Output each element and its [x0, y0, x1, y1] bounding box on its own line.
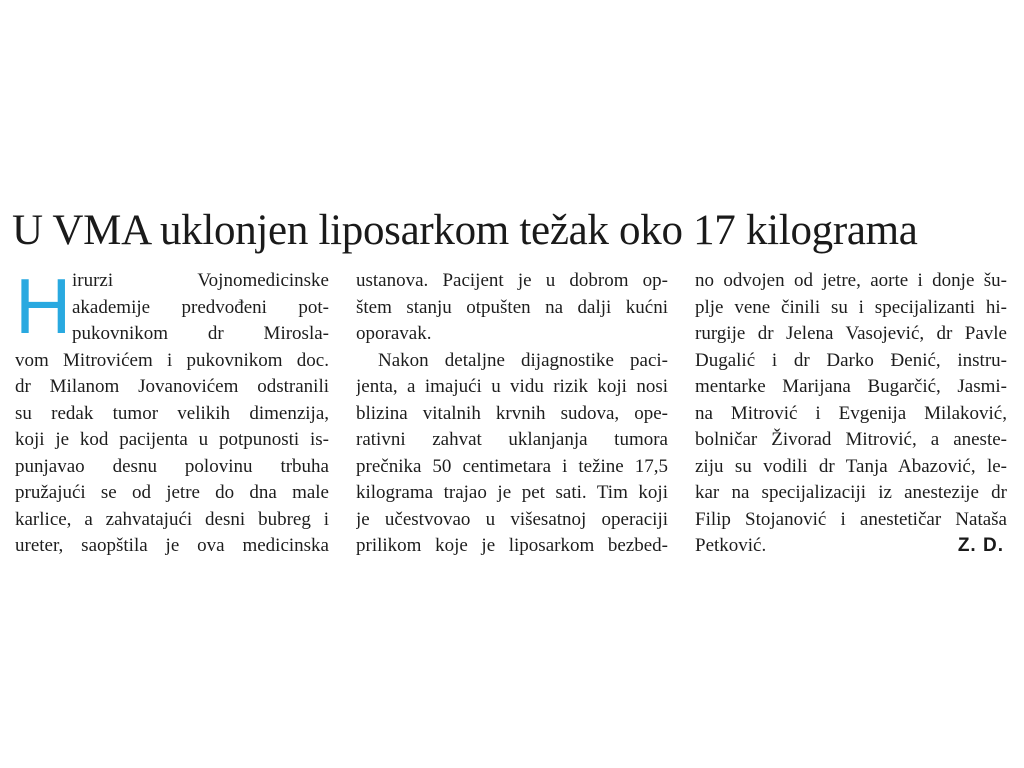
column-line: koji je kod pacijenta u potpunosti is-: [15, 429, 329, 450]
column-line: pukovnikom dr Mirosla-: [72, 323, 329, 344]
drop-cap: H: [15, 262, 72, 350]
column-line: Filip Stojanović i anestetičar Nataša: [695, 508, 1007, 530]
column-line: rurgije dr Jelena Vasojević, dr Pavle: [695, 323, 1007, 344]
article-column-1: [15, 262, 329, 560]
column-line: štem stanju otpušten na dalji kućni: [356, 296, 668, 318]
article-column-2: [356, 268, 668, 560]
column-line: blizina vitalnih krvnih sudova, ope-: [356, 402, 668, 424]
column-line: kar na specijalizaciji iz anestezije dr: [695, 482, 1007, 503]
column-line: ziju su vodili dr Tanja Abazović, le-: [695, 455, 1007, 477]
column-line: su redak tumor velikih dimenzija,: [15, 402, 329, 424]
column-line: prilikom koje je liposarkom bezbed-: [356, 535, 668, 556]
column-line: rativni zahvat uklanjanja tumora: [356, 429, 668, 450]
column-line: karlice, a zahvatajući desni bubreg i: [15, 508, 329, 530]
column-line: bolničar Živorad Mitrović, a aneste-: [695, 429, 1007, 450]
author-signature: Z. D.: [957, 535, 1004, 556]
column-line: plje vene činili su i specijalizanti hi-: [695, 296, 1007, 318]
column-line: prečnika 50 centimetara i težine 17,5: [356, 455, 668, 477]
column-line: jenta, a imajući u vidu rizik koji nosi: [356, 376, 668, 397]
column-line: ustanova. Pacijent je u dobrom op-: [356, 270, 668, 291]
column-line: ureter, saopštila je ova medicinska: [15, 535, 329, 556]
column-line: Petković.: [695, 535, 767, 556]
column-line: Dugalić i dr Darko Đenić, instru-: [695, 349, 1007, 371]
column-line: no odvojen od jetre, aorte i donje šu-: [695, 270, 1007, 291]
column-line: Nakon detaljne dijagnostike paci-: [378, 349, 668, 371]
column-line: je učestvovao u višesatnoj operaciji: [356, 508, 668, 530]
column-line: pružajući se od jetre do dna male: [15, 482, 329, 503]
column-line: akademije predvođeni pot-: [72, 296, 329, 318]
column-line: punjavao desnu polovinu trbuha: [15, 455, 329, 477]
column-line: na Mitrović i Evgenija Milaković,: [695, 402, 1007, 424]
column-line: irurzi Vojnomedicinske: [72, 270, 329, 291]
column-line: vom Mitrovićem i pukovnikom doc.: [15, 349, 329, 371]
column-line: mentarke Marijana Bugarčić, Jasmi-: [695, 376, 1007, 397]
column-line: oporavak.: [356, 323, 432, 344]
column-line: kilograma trajao je pet sati. Tim koji: [356, 482, 668, 503]
column-line: dr Milanom Jovanovićem odstranili: [15, 376, 329, 397]
article-headline: U VMA uklonjen liposarkom težak oko 17 kilograma: [12, 207, 918, 254]
article-column-3: [695, 268, 1007, 560]
